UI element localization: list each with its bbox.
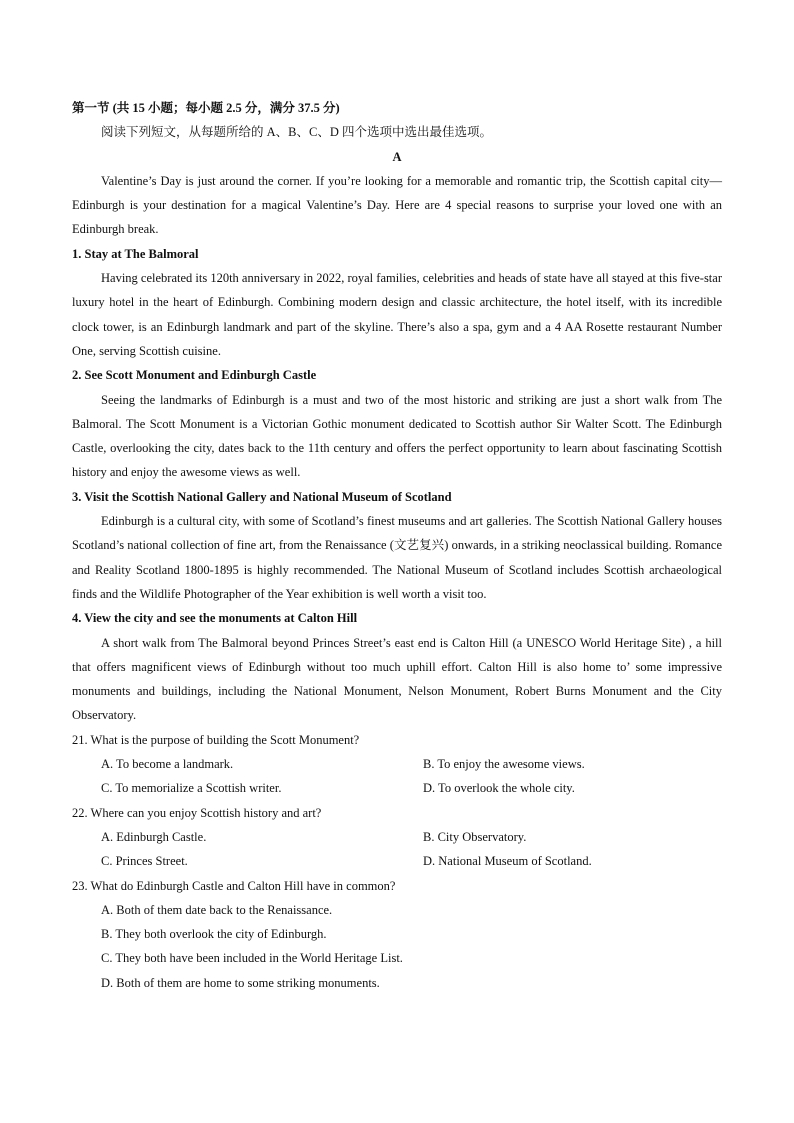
question-21-option-a[interactable]: A. To become a landmark. bbox=[101, 757, 234, 772]
question-21-option-b[interactable]: B. To enjoy the awesome views. bbox=[423, 757, 585, 772]
question-22-stem: 22. Where can you enjoy Scottish history and art? bbox=[72, 805, 322, 820]
question-21-stem: 21. What is the purpose of building the Scott Monument? bbox=[72, 732, 360, 747]
passage-section-4-heading: 4. View the city and see the monuments at Calton Hill bbox=[72, 611, 358, 626]
question-21-options-row-2 bbox=[72, 776, 722, 800]
question-23-option-c[interactable]: C. They both have been included in the World Heritage List. bbox=[101, 951, 403, 966]
question-22-option-c[interactable]: C. Princes Street. bbox=[101, 854, 188, 869]
passage-label: A bbox=[392, 149, 402, 164]
section-heading: 第一节 (共 15 小题；每小题 2.5 分，满分 37.5 分) bbox=[72, 101, 340, 115]
question-23-option-b[interactable]: B. They both overlook the city of Edinburgh. bbox=[101, 927, 327, 942]
passage-section-4-body: A short walk from The Balmoral beyond Princes Street’s east end is Calton Hill (a UNESCO World Heritage Site) , a hill that offers magnificent views of Edinburgh without too much uphill effort. Calton Hill is also home to’ some impressive monuments and buildings, including the National Monument, Nelson Monument, Robert Burns Monument and the City Observatory. bbox=[72, 635, 722, 723]
question-23-option-d[interactable]: D. Both of them are home to some striking monuments. bbox=[101, 975, 380, 990]
question-21-option-c[interactable]: C. To memorialize a Scottish writer. bbox=[101, 781, 282, 796]
passage-section-1-heading: 1. Stay at The Balmoral bbox=[72, 246, 199, 261]
question-22-option-b[interactable]: B. City Observatory. bbox=[423, 829, 527, 844]
passage-section-3-body: Edinburgh is a cultural city, with some of Scotland’s finest museums and art galleries. The Scottish National Gallery houses Scotland’s national collection of fine art, from the Renaissance (文艺复兴) onwards, in a striking neoclassical building. Romance and Reality Scotland 1800-1895 is highly recommended. The National Museum of Scotland includes Scottish archaeological finds and the Wildlife Photographer of the Year exhibition is well worth a visit too. bbox=[72, 514, 722, 601]
passage-section-1-body: Having celebrated its 120th anniversary in 2022, royal families, celebrities and heads of state have all stayed at this five-star luxury hotel in the heart of Edinburgh. Combining modern design and classic architecture, the hotel itself, with its incredible clock tower, is an Edinburgh landmark and part of the skyline. There’s also a spa, gym and a 4 AA Rosette restaurant Number One, serving Scottish cuisine. bbox=[72, 271, 722, 358]
question-21-options-row-1 bbox=[72, 752, 722, 776]
question-22-option-d[interactable]: D. National Museum of Scotland. bbox=[423, 854, 592, 869]
question-23-stem: 23. What do Edinburgh Castle and Calton Hill have in common? bbox=[72, 878, 396, 893]
section-instruction: 阅读下列短文，从每题所给的 A、B、C、D 四个选项中选出最佳选项。 bbox=[101, 125, 492, 140]
passage-intro: Valentine’s Day is just around the corner. If you’re looking for a memorable and romantic trip, the Scottish capital city—Edinburgh is your destination for a magical Valentine’s Day. Here are 4 special reasons to surprise your loved one with an Edinburgh break. bbox=[72, 173, 722, 237]
question-23-option-a[interactable]: A. Both of them date back to the Renaissance. bbox=[101, 902, 333, 917]
question-22-options-row-1 bbox=[72, 825, 722, 849]
passage-section-3-heading: 3. Visit the Scottish National Gallery and National Museum of Scotland bbox=[72, 489, 452, 504]
passage-section-2-heading: 2. See Scott Monument and Edinburgh Castle bbox=[72, 368, 317, 383]
exam-page bbox=[72, 96, 722, 995]
question-22-option-a[interactable]: A. Edinburgh Castle. bbox=[101, 829, 207, 844]
passage-section-2-body: Seeing the landmarks of Edinburgh is a must and two of the most historic and striking are just a short walk from The Balmoral. The Scott Monument is a Victorian Gothic monument dedicated to Scottish author Sir Walter Scott. The Edinburgh Castle, overlooking the city, dates back to the 11th century and offers the perfect opportunity to learn about fascinating Scottish history and enjoy the awesome views as well. bbox=[72, 392, 722, 480]
question-21-option-d[interactable]: D. To overlook the whole city. bbox=[423, 781, 575, 796]
question-22-options-row-2 bbox=[72, 849, 722, 873]
